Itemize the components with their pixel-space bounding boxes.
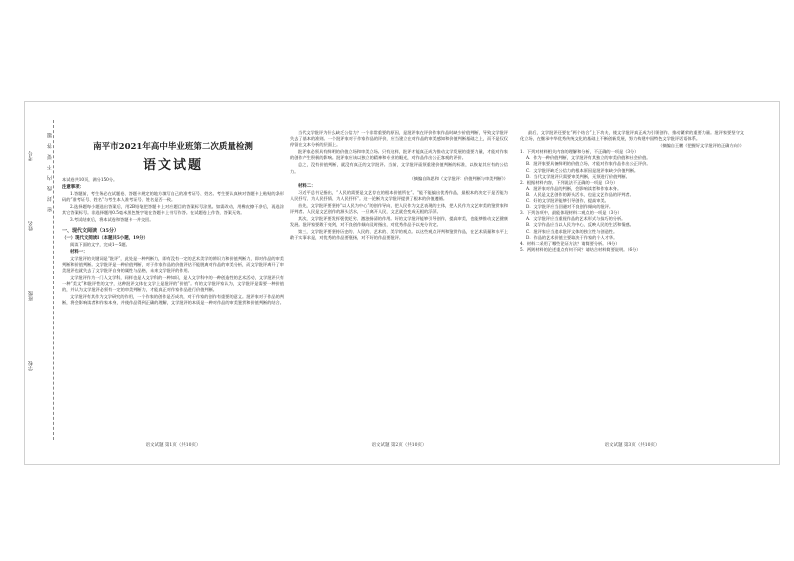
exam-title: 南平市2021年高中毕业班第二次质量检测 (93, 142, 253, 152)
answer-option: D．作品的艺术价值主要取决于作家的个人才华。 (526, 234, 618, 240)
question: 2．根据材料内容，下列说法不正确的一项是（3分） (520, 179, 618, 185)
passage-paragraph: 其次，文学批评要发挥褒优贬劣、激浊扬清的作用。好的文学批评能够引导创作，提高审美，也能够推动文艺健康发展。批评家要敢于亮剑，对不良创作倾向及时指出，对优秀作品予以充分肯定。 (290, 216, 508, 228)
passage-paragraph: 第三，文学批评要坚持历史的、人民的、艺术的、美学的观点。以这些观点评判和鉴赏作品，在艺术质量和水平上敢于实事求是，对优秀的作品要褒扬，对不好的作品要批评。 (290, 229, 508, 241)
answer-option: B．文学作品应当以人民为中心，反映人民的生活和情感。 (526, 222, 634, 228)
part-heading: （一）现代文阅读Ⅰ（本题共5小题，19分） (62, 235, 148, 241)
material-label: 材料一： (70, 249, 88, 255)
answer-option: C．好的文学批评能够引导创作，提高审美。 (526, 198, 609, 204)
passage-paragraph: 总之，没有价值判断，就没有真正的文学批评。当前，文学批评亟须重建价值判断的标准，以恢复其应有的公信力。 (290, 162, 508, 174)
instruction: 阅读下面的文字，完成1～5题。 (70, 241, 130, 247)
notice-item: 3.考试结束后，将本试卷和答题卡一并交回。 (70, 217, 154, 223)
passage-paragraph: 文学批评有其作为文学研究的作用，一个作家的创作是否成功，对于作家的创作有重要的意义。批评家对于作品的判断，将会影响读者和作家本身，并使作品得到正确的理解，文学批评的本质是一种对作品的审美鉴赏和价值判断的结合。 (62, 294, 284, 306)
passage-paragraph: 习近平总书记指出，“人民的需要是文艺存在的根本价值所在”。“能不能搞出优秀作品，最根本的决定于是否能为人民抒写、为人民抒情、为人民抒怀”。这一论断为文学批评提供了根本的价值遵循。 (290, 189, 508, 201)
answer-option: C．文学批评缺乏公信力的根本原因是批评家缺少价值判断。 (526, 167, 639, 173)
question: 3．下列各项中，最能体现材料二观点的一项是（3分） (520, 210, 622, 216)
page-1 (62, 126, 284, 446)
seal-line-note: 密 封 线 内 不 要 答 题 (47, 131, 53, 213)
passage-paragraph: 当代文学批评为什么缺乏公信力？一个非常重要的原因，是批评家在评价作家作品时缺少价值判断，导致文学批评失去了基本的准则。一个批评家对于作家作品的评价，应当建立在对作品的审美感知和价值判断基础之上，而不是仅仅停留在文本分析的层面上。 (290, 130, 508, 148)
school-label: 学校 (28, 361, 34, 371)
question: 1．下列对材料相关内容的理解和分析，不正确的一项是（3分） (520, 149, 639, 155)
answer-option: B．批评家要具备鲜明的价值立场，才能对作家作品作出公正评价。 (526, 161, 651, 167)
question: 5．两则材料的论述重点有何不同？请结合材料简要说明。（6分） (520, 246, 641, 252)
answer-option: B．人民是文艺创作的源头活水，也是文艺作品的评判者。 (526, 191, 634, 197)
binding-margin (24, 101, 62, 463)
notice-heading: 注意事项： (62, 185, 84, 191)
subject-title: 语文试题 (142, 158, 203, 173)
answer-option: D．文学批评应当回避对不良创作倾向的批评。 (526, 204, 614, 210)
page-footer: 语文试题 第1页（共10页） (145, 443, 201, 448)
seal-line (53, 120, 54, 440)
passage-paragraph: 文学批评作为一门人文学科，同样也是人文学科的一种知识，是人文学科中的一种创造性的艺术活动，文学批评只有一种“美文”和批评性的文字，这种批评文体在文学上是批评的“价值”。有的文学批评家认为，文学批评是需要一种价值的，并认为文学批评必须有一定的审美判断力，才能真正对作家作品进行价值判断。 (62, 274, 284, 293)
section-heading: 一、现代文阅读（35分） (62, 227, 119, 234)
notice-item: 2.选择题每小题选出答案后，用2B铅笔把答题卡上对应题目的答案标号涂黑。如需改动，用橡皮擦干净后，再选涂其它答案标号。非选择题用0.5毫米黑色签字笔在答题卡上书写作答。在试题卷上作答，答案无效。 (62, 204, 284, 216)
page-2 (290, 126, 508, 446)
page-footer: 语文试题 第2页（共10页） (371, 443, 427, 448)
exam-meta: 本试卷共10页，满分150分。 (62, 177, 118, 182)
source-note: （摘编自陈思和《文学批评：价值判断与审美判断》） (409, 175, 508, 181)
material-label: 材料二： (298, 183, 316, 189)
answer-option: A．文学批评应当重视作品的艺术形式与技巧的分析。 (526, 216, 626, 222)
passage-paragraph: 批评家必须具有鲜明的价值立场和审美立场。只有这样，批评才能真正成为推动文学发展的重要力量，才能对作家的创作产生积极的影响。批评家应该以独立的精神和专业的眼光，对作品作出公正客观的评价。 (290, 149, 508, 161)
answer-option: A．作为一种价值判断，文学批评有其独立的审美价值和社会价值。 (526, 155, 651, 161)
answer-option: C．批评家应当追求批评文体的独立性与创造性。 (526, 228, 618, 234)
source-note: （摘编自王鹏《把握好文学批评的正确方向》） (658, 143, 744, 149)
name-label: 姓名 (28, 221, 34, 231)
class-label: 班级 (28, 291, 34, 301)
passage-paragraph: 最后，文学批评还要在“两个结合”上下功夫，使文学批评真正成为引领创作、推动繁荣的重要力量。批评家要坚守文化立场，在继承中华优秀传统文化的基础上不断创新发展，努力构建中国特色文学批评话语体系。 (520, 130, 744, 142)
page-3 (520, 126, 744, 446)
answer-option: D．当代文学批评只需要审美判断，无须进行价值判断。 (526, 173, 630, 179)
answer-option: A．批评家对作品的判断，会影响读者和作家本身。 (526, 185, 622, 191)
question: 4．材料二采用了哪些论证方法？请简要分析。（4分） (520, 240, 620, 246)
exam-number-label: 考号 (28, 151, 34, 161)
passage-paragraph: 首先，文学批评要坚持“以人民为中心”的创作导向，把人民作为文艺表现的主体，把人民作为文艺审美的鉴赏家和评判者。人民是文艺创作的源头活水，一旦离开人民，文艺就会变成无根的浮萍。 (290, 202, 508, 215)
notice-item: 1.答题前，考生务必在试题卷、答题卡规定的地方填写自己的准考证号、姓名。考生要认真核对答题卡上粘贴的条形码的“准考证号、姓名”与考生本人准考证号、姓名是否一致。 (62, 191, 284, 203)
passage-paragraph: 文学批评的关键词是“批评”，此处是一种判断力，即有没有一定的艺术美学的辨识力和价值判断力，即对作品的审美判断和价值判断。文学批评是一种价值判断，对于作家作品的价值评估不能脱离对作品的审美分析，而文学批评离开了审美批评也就失去了文学批评自身的属性与品格，未来文学批评的作用。 (62, 255, 284, 273)
page-footer: 语文试题 第3页（共10页） (604, 443, 660, 448)
